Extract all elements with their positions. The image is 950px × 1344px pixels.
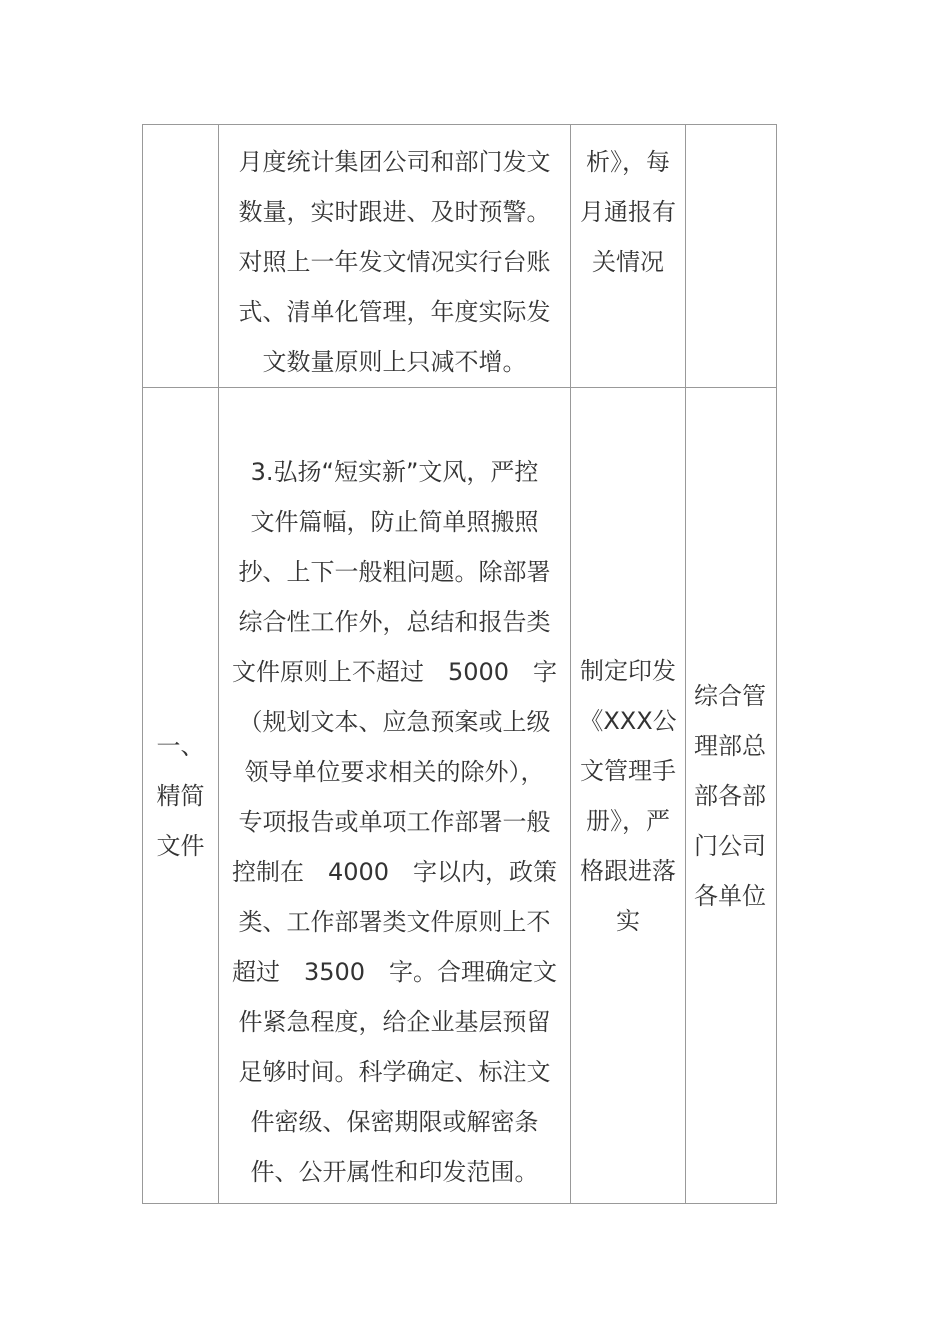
- table-row: [143, 125, 777, 388]
- content-cell: [219, 125, 571, 388]
- content-text: 3.弘扬“短实新”文风，严控 文件篇幅，防止简单照搬照 抄、上下一般粗问题。除部署 综合性工作外，总结和报告类 文件原则上不超过 5000 字 （规划文本、应急预案或上级 领导单位要求相关的除外）， 专项报告或单项工作部署一般 控制在 4000 字以内，政策 类、工作部署类文件原则上不 超过 3500 字。合理确定文 件紧急程度，给企业基层预留 足够时间。科学确定、标注文 件密级、保密期限或解密条 件、公开属性和印发范围。: [231, 458, 558, 1186]
- measure-cell: [571, 388, 686, 1204]
- responsible-text: 综合管 理部总 部各部 门公司 各单位: [694, 681, 766, 910]
- content-cell: [219, 388, 571, 1204]
- category-cell: [143, 125, 219, 388]
- measure-text: 制定印发 《XXX公 文管理手 册》，严 格跟进落 实: [579, 656, 677, 935]
- responsible-cell: [686, 125, 777, 388]
- measure-cell: [571, 125, 686, 388]
- document-table: [142, 124, 777, 1204]
- measure-text: 析》，每 月通报有 关情况: [580, 148, 676, 276]
- table-row: [143, 388, 777, 1204]
- content-text: 月度统计集团公司和部门发文 数量，实时跟进、及时预警。 对照上一年发文情况实行台账 式、清单化管理，年度实际发 文数量原则上只减不增。: [238, 148, 551, 376]
- responsible-cell: [686, 388, 777, 1204]
- category-cell: [143, 388, 219, 1204]
- category-text: 一、 精简 文件: [156, 731, 205, 860]
